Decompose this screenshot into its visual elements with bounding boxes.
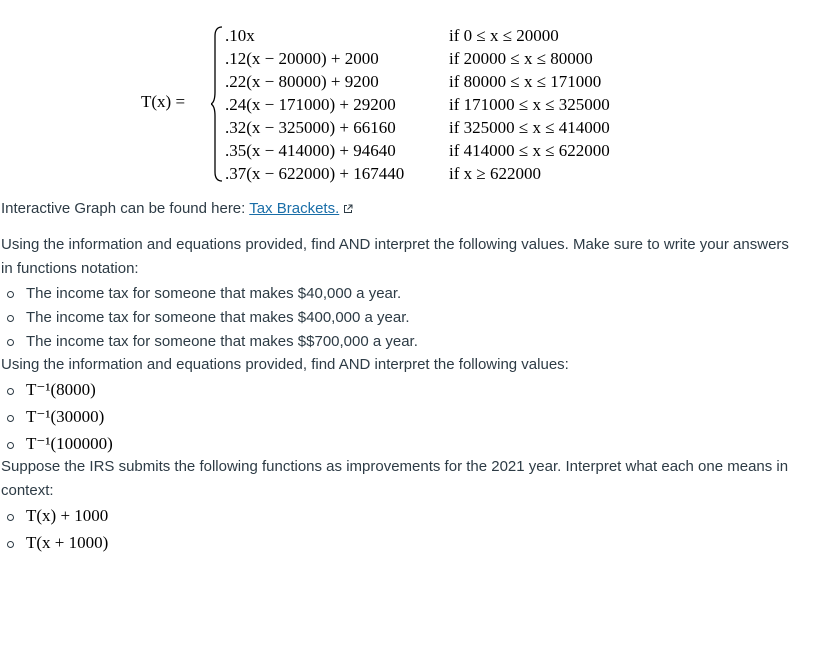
- list-item-math: T⁻¹(8000): [26, 380, 96, 399]
- row-condition: if 171000 ≤ x ≤ 325000: [449, 95, 610, 114]
- bullet-icon: [7, 315, 14, 322]
- list-item: [0, 330, 418, 354]
- row-expression: .10x: [225, 26, 255, 45]
- row-condition: if 414000 ≤ x ≤ 622000: [449, 141, 610, 160]
- row-condition: if 0 ≤ x ≤ 20000: [449, 26, 559, 45]
- list-item-math: T⁻¹(100000): [26, 434, 113, 453]
- bullet-icon: [7, 388, 14, 395]
- list-item-text: The income tax for someone that makes $40,000 a year.: [26, 285, 402, 302]
- row-condition: if 80000 ≤ x ≤ 171000: [449, 72, 602, 91]
- row-expression: .24(x − 171000) + 29200: [225, 95, 396, 114]
- list-item: [0, 530, 108, 557]
- list-item: [0, 431, 113, 458]
- bullet-icon: [7, 442, 14, 449]
- section3-prompt: Suppose the IRS submits the following functions as improvements for the 2021 year. Interpret what each one means in context:: [1, 458, 789, 499]
- list-item-math: T(x) + 1000: [26, 506, 109, 525]
- left-brace: [211, 26, 223, 182]
- row-condition: if 20000 ≤ x ≤ 80000: [449, 49, 593, 68]
- list-item: [0, 404, 113, 431]
- link-prefix: Interactive Graph can be found here:: [1, 200, 250, 217]
- bullet-icon: [7, 415, 14, 422]
- row-expression: .22(x − 80000) + 9200: [225, 72, 379, 91]
- bullet-icon: [7, 541, 14, 548]
- interactive-graph-line: [1, 197, 353, 221]
- section1-prompt: Using the information and equations provided, find AND interpret the following values. Make sure to write your answers in functions notation:: [1, 236, 789, 277]
- list-item: [0, 503, 108, 530]
- section2-prompt: Using the information and equations provided, find AND interpret the following values:: [1, 356, 569, 373]
- row-expression: .12(x − 20000) + 2000: [225, 49, 379, 68]
- list-item-math: T(x + 1000): [26, 533, 109, 552]
- row-expression: .35(x − 414000) + 94640: [225, 141, 396, 160]
- row-condition: if 325000 ≤ x ≤ 414000: [449, 118, 610, 137]
- list-item: [0, 282, 418, 306]
- list-item: [0, 377, 113, 404]
- tax-brackets-link[interactable]: Tax Brackets.: [249, 200, 340, 217]
- function-name: T(x) =: [141, 92, 186, 111]
- row-expression: .37(x − 622000) + 167440: [225, 164, 405, 183]
- row-condition: if x ≥ 622000: [449, 164, 541, 183]
- external-link-icon[interactable]: [343, 204, 353, 214]
- list-item: [0, 306, 418, 330]
- section2-list: [0, 377, 113, 458]
- bullet-icon: [7, 514, 14, 521]
- section3-list: [0, 503, 108, 557]
- bullet-icon: [7, 291, 14, 298]
- list-item-text: The income tax for someone that makes $$700,000 a year.: [26, 333, 418, 350]
- bullet-icon: [7, 339, 14, 346]
- list-item-text: The income tax for someone that makes $400,000 a year.: [26, 309, 410, 326]
- list-item-math: T⁻¹(30000): [26, 407, 105, 426]
- section1-list: [0, 282, 418, 354]
- row-expression: .32(x − 325000) + 66160: [225, 118, 396, 137]
